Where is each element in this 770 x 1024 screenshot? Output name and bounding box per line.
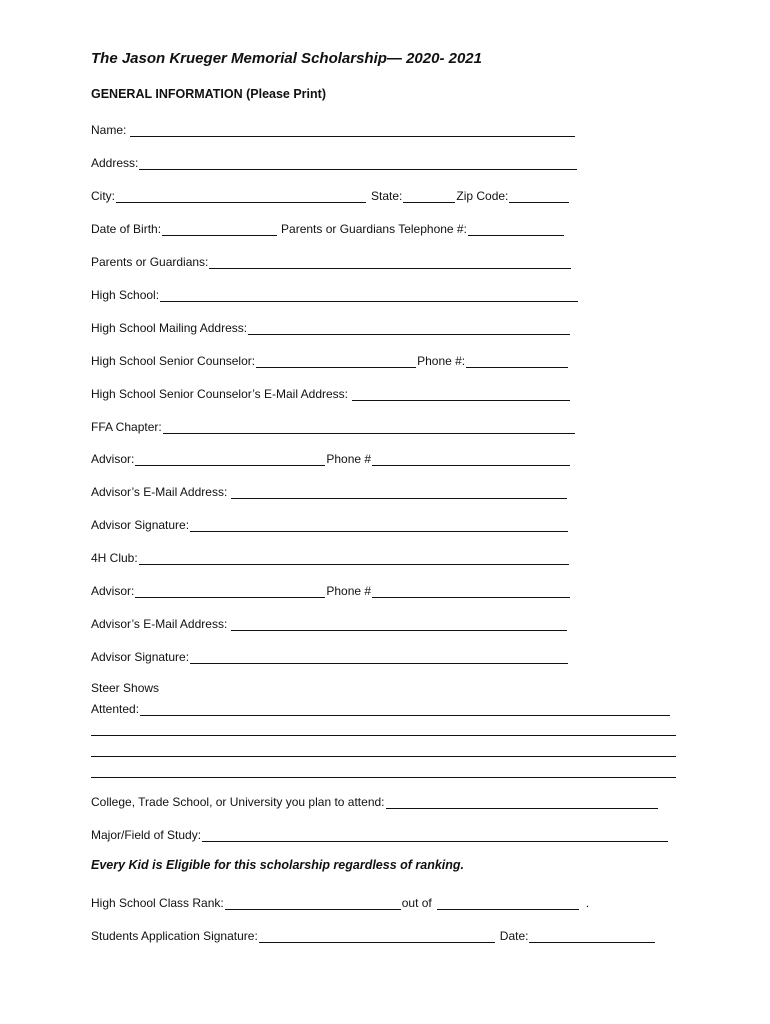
attended-label: Attented:: [91, 702, 140, 716]
eligibility-note: Every Kid is Eligible for this scholarship regardless of ranking.: [91, 858, 465, 872]
high-school-label: High School:: [91, 288, 160, 302]
counselor-label: High School Senior Counselor:: [91, 354, 256, 368]
club-4h-label: 4H Club:: [91, 551, 138, 565]
class-rank-row: [91, 894, 589, 910]
counselor-field[interactable]: [256, 354, 416, 368]
address-field[interactable]: [139, 156, 577, 170]
ffa-advisor-phone-label: Phone #: [326, 452, 372, 466]
dob-label: Date of Birth:: [91, 222, 162, 236]
period-mark: .: [585, 896, 590, 910]
major-row: [91, 826, 669, 842]
name-field[interactable]: [130, 123, 575, 137]
page-title: The Jason Krueger Memorial Scholarship— 2020- 2021: [91, 50, 482, 67]
address-label: Address:: [91, 156, 139, 170]
ffa-advisor-phone-field[interactable]: [372, 452, 570, 466]
4h-advisor-phone-label: Phone #: [326, 584, 372, 598]
ffa-chapter-field[interactable]: [163, 420, 575, 434]
parents-phone-label: Parents or Guardians Telephone #:: [281, 222, 467, 236]
ffa-advisor-email-field[interactable]: [231, 485, 567, 499]
high-school-row: [91, 286, 579, 302]
date-field[interactable]: [529, 929, 655, 943]
college-field[interactable]: [386, 795, 658, 809]
4h-advisor-phone-field[interactable]: [372, 584, 570, 598]
state-field[interactable]: [403, 189, 455, 203]
name-label: Name:: [91, 123, 127, 137]
4h-advisor-email-field[interactable]: [231, 617, 567, 631]
ffa-chapter-row: [91, 418, 576, 434]
counselor-email-label: High School Senior Counselor’s E-Mail Address:: [91, 387, 349, 401]
ffa-chapter-label: FFA Chapter:: [91, 420, 162, 434]
parents-phone-field[interactable]: [468, 222, 564, 236]
ffa-advisor-row: [91, 450, 571, 466]
steer-shows-label: Steer Shows: [91, 681, 160, 695]
out-of-field[interactable]: [437, 896, 579, 910]
section-heading: GENERAL INFORMATION (Please Print): [91, 87, 326, 101]
counselor-email-field[interactable]: [352, 387, 570, 401]
hs-mailing-label: High School Mailing Address:: [91, 321, 248, 335]
date-label: Date:: [499, 929, 529, 943]
counselor-email-row: [91, 385, 571, 401]
dob-row: [91, 220, 565, 236]
dob-field[interactable]: [162, 222, 277, 236]
attended-field[interactable]: [140, 702, 670, 716]
college-label: College, Trade School, or University you plan to attend:: [91, 795, 385, 809]
city-label: City:: [91, 189, 115, 203]
counselor-row: [91, 352, 569, 368]
city-row: [91, 187, 570, 203]
club-4h-field[interactable]: [139, 551, 569, 565]
steer-shows-line-3[interactable]: [91, 742, 676, 757]
major-field[interactable]: [202, 828, 668, 842]
4h-advisor-signature-label: Advisor Signature:: [91, 650, 190, 664]
zip-field[interactable]: [509, 189, 569, 203]
parents-row: [91, 253, 572, 269]
ffa-advisor-email-row: [91, 483, 568, 499]
club-4h-row: [91, 549, 570, 565]
hs-mailing-row: [91, 319, 571, 335]
4h-advisor-row: [91, 582, 571, 598]
out-of-label: out of: [401, 896, 432, 910]
4h-advisor-signature-field[interactable]: [190, 650, 568, 664]
steer-shows-line-4[interactable]: [91, 763, 676, 778]
ffa-advisor-field[interactable]: [135, 452, 325, 466]
zip-label: Zip Code:: [456, 189, 509, 203]
parents-field[interactable]: [209, 255, 571, 269]
4h-advisor-field[interactable]: [135, 584, 325, 598]
major-label: Major/Field of Study:: [91, 828, 202, 842]
ffa-advisor-signature-row: [91, 516, 569, 532]
counselor-phone-label: Phone #:: [417, 354, 466, 368]
ffa-advisor-signature-field[interactable]: [190, 518, 568, 532]
college-row: [91, 793, 659, 809]
hs-mailing-field[interactable]: [248, 321, 570, 335]
ffa-advisor-email-label: Advisor’s E-Mail Address:: [91, 485, 228, 499]
signature-field[interactable]: [259, 929, 495, 943]
4h-advisor-email-row: [91, 615, 568, 631]
attended-row: [91, 700, 671, 716]
class-rank-field[interactable]: [225, 896, 401, 910]
class-rank-label: High School Class Rank:: [91, 896, 224, 910]
signature-label: Students Application Signature:: [91, 929, 258, 943]
high-school-field[interactable]: [160, 288, 578, 302]
4h-advisor-label: Advisor:: [91, 584, 135, 598]
state-label: State:: [371, 189, 403, 203]
counselor-phone-field[interactable]: [466, 354, 568, 368]
city-field[interactable]: [116, 189, 366, 203]
signature-row: [91, 927, 656, 943]
steer-shows-line-2[interactable]: [91, 721, 676, 736]
4h-advisor-signature-row: [91, 648, 569, 664]
ffa-advisor-signature-label: Advisor Signature:: [91, 518, 190, 532]
ffa-advisor-label: Advisor:: [91, 452, 135, 466]
parents-label: Parents or Guardians:: [91, 255, 209, 269]
name-row: [91, 121, 576, 137]
address-row: [91, 154, 578, 170]
4h-advisor-email-label: Advisor’s E-Mail Address:: [91, 617, 228, 631]
